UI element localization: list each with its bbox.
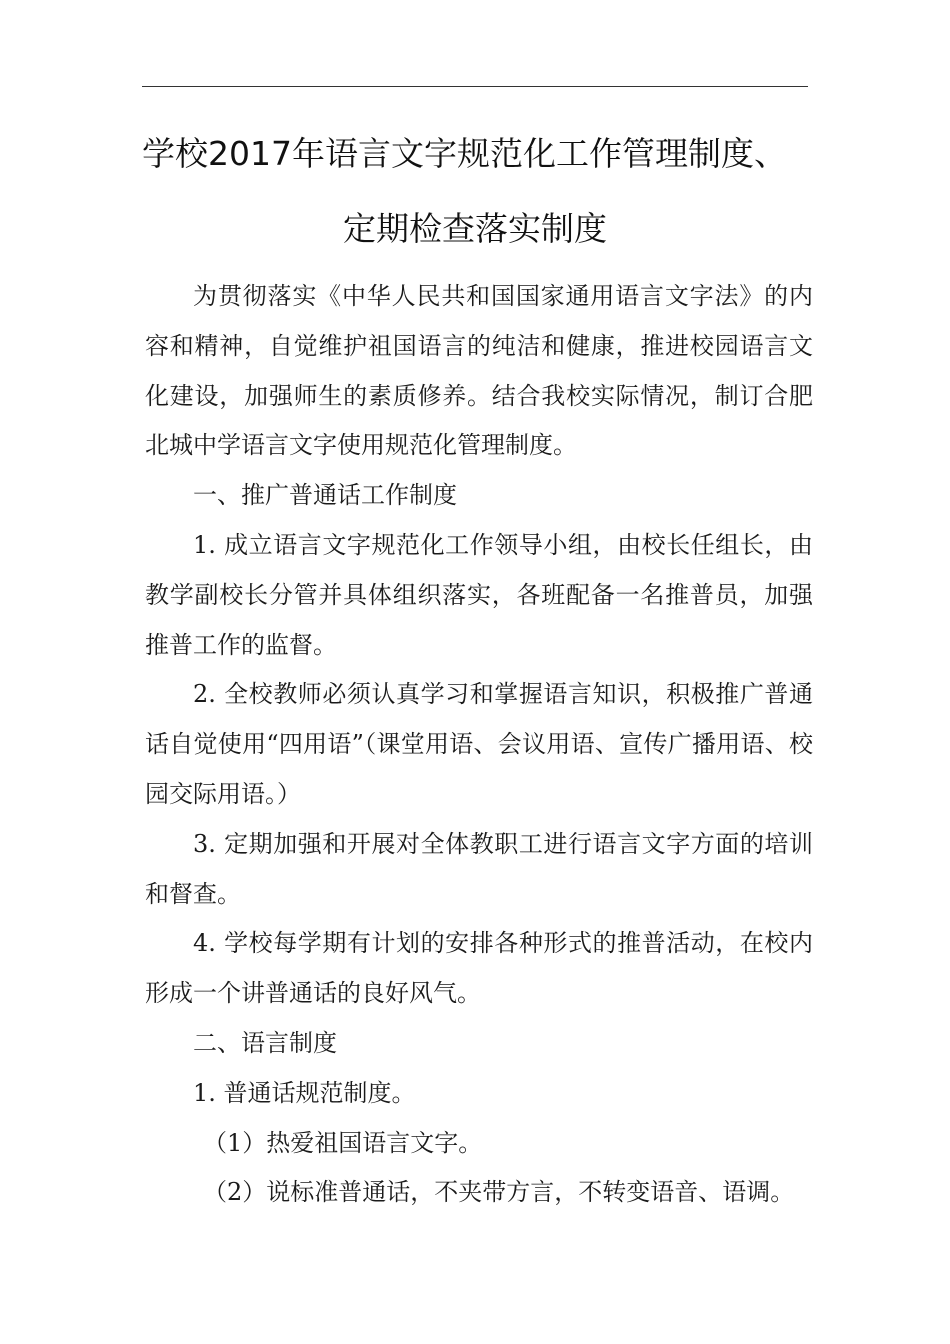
list-item-1: 1. 成立语言文字规范化工作领导小组，由校长任组长，由教学副校长分管并具体组织落实，各班配备一名推普员，加强推普工作的监督。 bbox=[145, 530, 813, 659]
header-rule bbox=[142, 86, 808, 87]
list-item-2: 2. 全校教师必须认真学习和掌握语言知识，积极推广普通话自觉使用“四用语”（课堂用语、会议用语、宣传广播用语、校园交际用语。） bbox=[145, 680, 813, 808]
document-title-line-2: 定期检查落实制度 bbox=[343, 209, 607, 248]
document-body bbox=[145, 272, 813, 1218]
list-item-4: 4. 学校每学期有计划的安排各种形式的推普活动，在校内形成一个讲普通话的良好风气。 bbox=[145, 929, 813, 1008]
sub-item-2: （2）说标准普通话，不夹带方言，不转变语音、语调。 bbox=[203, 1178, 795, 1207]
list-item-3: 3. 定期加强和开展对全体教职工进行语言文字方面的培训和督查。 bbox=[145, 829, 813, 908]
sub-heading-1: 1. 普通话规范制度。 bbox=[193, 1078, 416, 1107]
sub-item-1: （1）热爱祖国语言文字。 bbox=[203, 1128, 483, 1157]
paragraph-intro: 为贯彻落实《中华人民共和国国家通用语言文字法》的内容和精神，自觉维护祖国语言的纯洁和健康，推进校园语言文化建设，加强师生的素质修养。结合我校实际情况，制订合肥北城中学语言文字使用规范化管理制度。 bbox=[145, 282, 813, 460]
document-title-line-1: 学校2017年语言文字规范化工作管理制度、 bbox=[142, 134, 787, 173]
section-heading-2: 二、语言制度 bbox=[193, 1028, 337, 1057]
section-heading-1: 一、推广普通话工作制度 bbox=[193, 481, 457, 510]
